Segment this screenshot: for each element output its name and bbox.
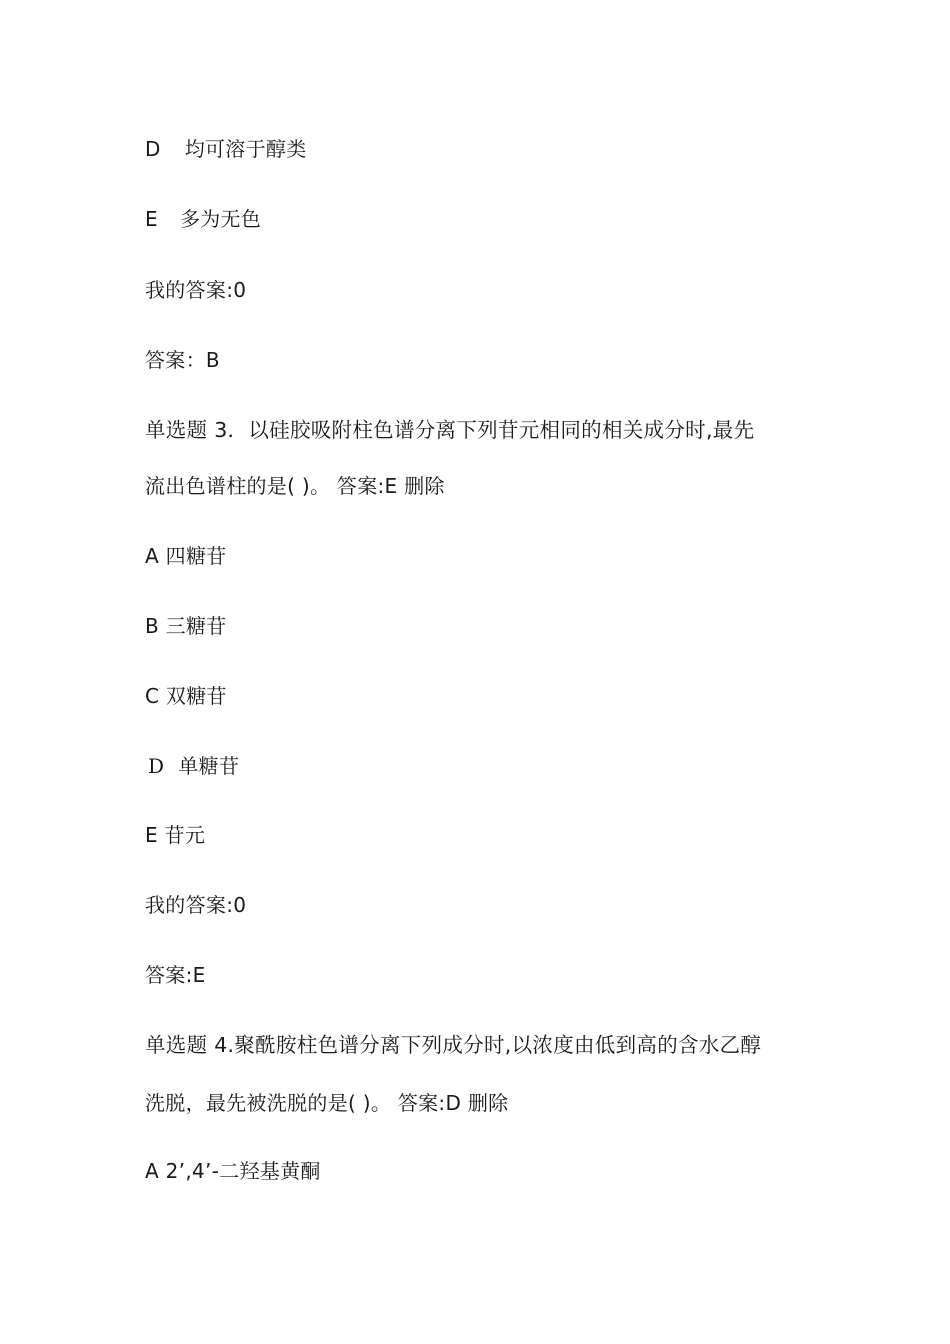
option-d-line bbox=[148, 752, 239, 780]
option-label: D bbox=[145, 137, 161, 161]
option-a-line: A 2’,4’-二羟基黄酮 bbox=[145, 1159, 321, 1183]
answer-text: 答案:E bbox=[145, 963, 206, 987]
option-e-line: E 苷元 bbox=[145, 823, 206, 847]
option-d-line bbox=[145, 135, 307, 163]
my-answer-text: 我的答案:0 bbox=[145, 278, 247, 302]
option-label: D bbox=[148, 754, 165, 778]
option-e-line bbox=[145, 205, 261, 233]
option-text: 均可溶于醇类 bbox=[184, 137, 307, 161]
question-4-stem-line1: 单选题 4.聚酰胺柱色谱分离下列成分时,以浓度由低到高的含水乙醇 bbox=[145, 1033, 762, 1057]
option-text: 单糖苷 bbox=[178, 754, 240, 778]
option-a-line: A 四糖苷 bbox=[145, 544, 227, 568]
question-4-stem-line2: 洗脱，最先被洗脱的是( )。 答案:D 删除 bbox=[145, 1091, 509, 1115]
question-3-stem-line1: 单选题 3．以硅胶吸附柱色谱分离下列苷元相同的相关成分时,最先 bbox=[145, 418, 755, 442]
option-b-line: B 三糖苷 bbox=[145, 614, 227, 638]
answer-text: 答案：B bbox=[145, 348, 220, 372]
option-text: 多为无色 bbox=[179, 207, 262, 231]
option-c-line: C 双糖苷 bbox=[145, 684, 227, 708]
option-label: E bbox=[145, 207, 158, 231]
my-answer-text: 我的答案:0 bbox=[145, 893, 247, 917]
question-3-stem-line2: 流出色谱柱的是( )。 答案:E 删除 bbox=[145, 474, 445, 498]
